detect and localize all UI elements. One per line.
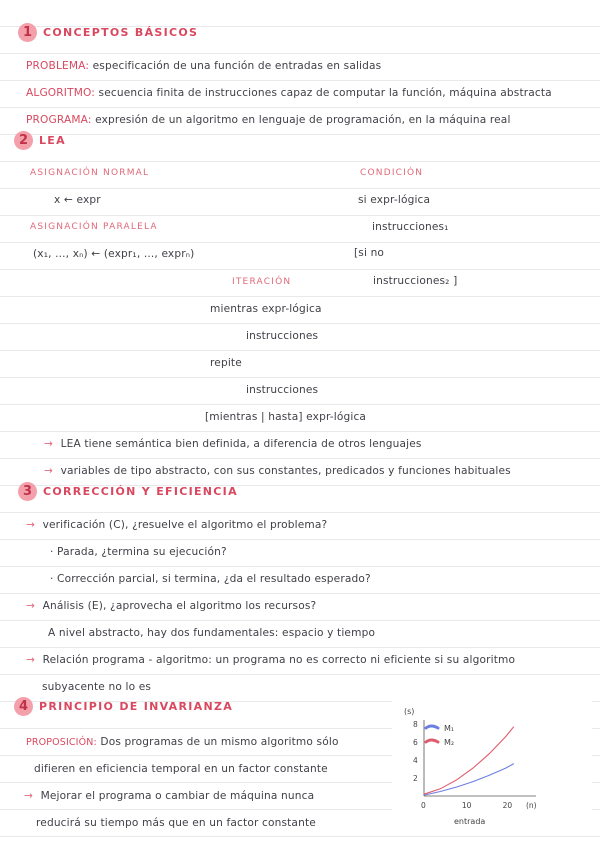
- problema-definition: [26, 60, 381, 72]
- correccion-line: subyacente no lo es: [42, 681, 152, 693]
- section-number-badge: 1: [18, 23, 37, 42]
- series-line-1: [424, 764, 514, 796]
- line-text: Dos programas de un mismo algoritmo sólo: [100, 736, 339, 748]
- arrow-icon: →: [24, 790, 34, 802]
- arrow-icon: →: [26, 654, 36, 666]
- condicion-line: instrucciones₂ ]: [373, 275, 458, 287]
- y-tick-label: 6: [413, 738, 418, 747]
- asignacion-paralela-code: (x₁, ..., xₙ) ← (expr₁, ..., exprₙ): [33, 248, 195, 260]
- lea-note: [44, 438, 422, 450]
- condicion-line: [si no: [354, 247, 385, 259]
- legend-swatch: [426, 740, 438, 742]
- correccion-line: [26, 600, 316, 612]
- correccion-line: [26, 519, 327, 531]
- line-text: verificación (C), ¿resuelve el algoritmo el problema?: [42, 519, 328, 531]
- note-text: variables de tipo abstracto, con sus constantes, predicados y funciones habituales: [60, 465, 511, 477]
- section-1-heading: [18, 23, 198, 42]
- condicion-label: CONDICIÓN: [360, 168, 424, 178]
- section-2-heading: [14, 131, 66, 150]
- condicion-line: instrucciones₁: [372, 221, 449, 233]
- proposicion-line: [26, 736, 339, 748]
- section-number-badge: 2: [14, 131, 33, 150]
- x-tick-label: 20: [502, 801, 513, 810]
- legend-label: M₂: [444, 738, 455, 747]
- lea-note: [44, 465, 511, 477]
- asignacion-paralela-label: ASIGNACIÓN PARALELA: [30, 222, 158, 232]
- correccion-line: · Corrección parcial, si termina, ¿da el resultado esperado?: [50, 573, 371, 585]
- line-text: Análisis (E), ¿aprovecha el algoritmo los recursos?: [42, 600, 317, 612]
- invarianza-line: reducirá su tiempo más que en un factor constante: [36, 817, 316, 829]
- correccion-line: A nivel abstracto, hay dos fundamentales: espacio y tiempo: [48, 627, 376, 639]
- section-title: CORRECCIÓN Y EFICIENCIA: [43, 485, 238, 498]
- arrow-icon: →: [26, 519, 36, 531]
- algoritmo-definition: [26, 87, 552, 99]
- x-unit-label: (n): [526, 801, 537, 810]
- term-label: PROPOSICIÓN:: [26, 737, 97, 748]
- definition-text: expresión de un algoritmo en lenguaje de programación, en la máquina real: [95, 114, 511, 126]
- programa-definition: [26, 114, 511, 126]
- correccion-line: · Parada, ¿termina su ejecución?: [50, 546, 227, 558]
- correccion-line: [26, 654, 515, 666]
- y-tick-label: 2: [413, 774, 418, 783]
- term-label: PROBLEMA:: [26, 60, 90, 72]
- iteracion-line: instrucciones: [246, 330, 319, 342]
- legend-swatch: [426, 726, 438, 728]
- line-text: Mejorar el programa o cambiar de máquina nunca: [40, 790, 315, 802]
- term-label: ALGORITMO:: [26, 87, 96, 99]
- section-title: CONCEPTOS BÁSICOS: [43, 26, 199, 39]
- arrow-icon: →: [44, 465, 54, 477]
- section-title: LEA: [39, 134, 66, 147]
- section-4-heading: [14, 697, 233, 716]
- definition-text: secuencia finita de instrucciones capaz de computar la función, máquina abstracta: [98, 87, 552, 99]
- condicion-line: si expr-lógica: [358, 194, 431, 206]
- arrow-icon: →: [26, 600, 36, 612]
- term-label: PROGRAMA:: [26, 114, 92, 126]
- x-tick-label: 10: [461, 801, 472, 810]
- invarianza-line: [24, 790, 314, 802]
- legend-label: M₁: [444, 724, 455, 733]
- asignacion-normal-code: x ← expr: [54, 194, 101, 206]
- iteracion-line: repite: [210, 357, 242, 369]
- iteracion-line: mientras expr-lógica: [210, 303, 322, 315]
- x-tick-label: 0: [421, 801, 426, 810]
- invarianza-chart: [392, 700, 592, 832]
- iteracion-line: [mientras | hasta] expr-lógica: [205, 411, 367, 423]
- section-title: PRINCIPIO DE INVARIANZA: [39, 700, 234, 713]
- asignacion-normal-label: ASIGNACIÓN NORMAL: [30, 168, 150, 178]
- section-number-badge: 4: [14, 697, 33, 716]
- iteracion-line: instrucciones: [246, 384, 319, 396]
- section-number-badge: 3: [18, 482, 37, 501]
- series-line-2: [424, 727, 514, 795]
- arrow-icon: →: [44, 438, 54, 450]
- line-text: Relación programa - algoritmo: un programa no es correcto ni eficiente si su algoritmo: [42, 654, 516, 666]
- y-axis-label: (s): [404, 707, 415, 716]
- x-axis-label: entrada: [454, 817, 486, 826]
- iteracion-label: ITERACIÓN: [232, 277, 292, 287]
- proposicion-line: difieren en eficiencia temporal en un factor constante: [34, 763, 328, 775]
- note-text: LEA tiene semántica bien definida, a diferencia de otros lenguajes: [60, 438, 422, 450]
- section-3-heading: [18, 482, 238, 501]
- definition-text: especificación de una función de entradas en salidas: [92, 60, 382, 72]
- y-tick-label: 4: [413, 756, 418, 765]
- y-tick-label: 8: [413, 720, 418, 729]
